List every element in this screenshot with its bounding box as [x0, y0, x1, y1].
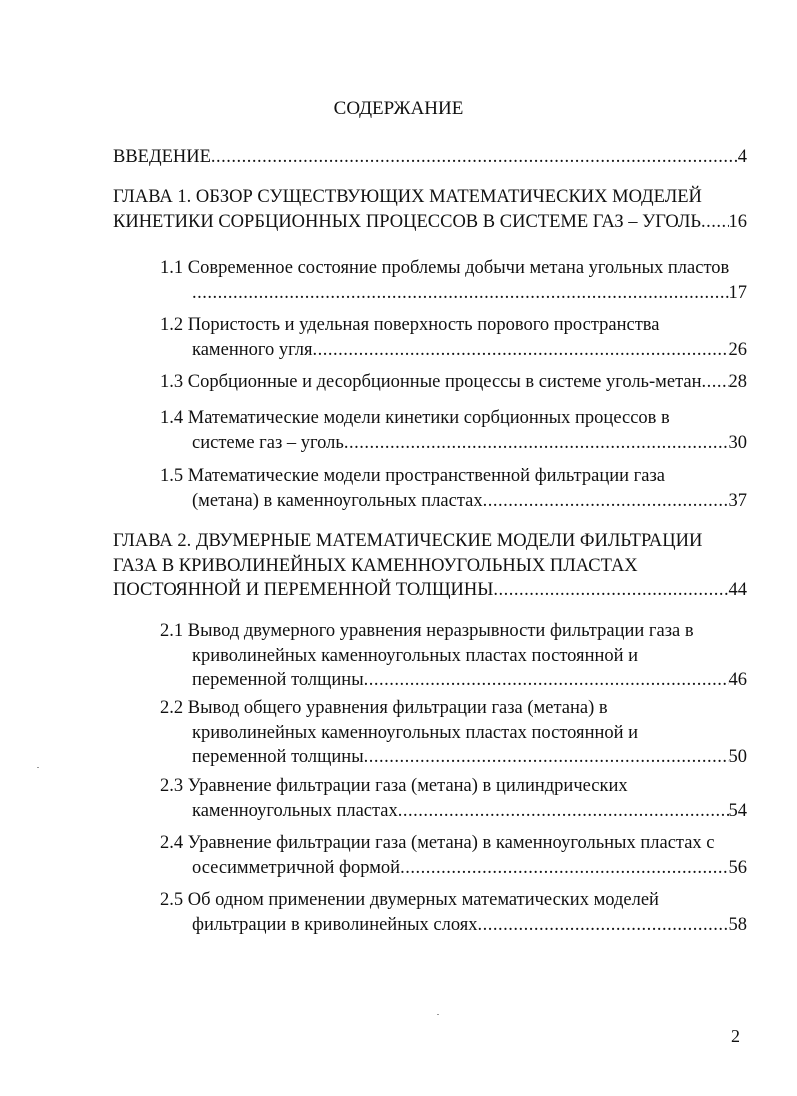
entry-last-line — [160, 799, 747, 824]
entry-page-number: 28 — [728, 372, 747, 392]
entry-title-text: системе газ – уголь — [192, 432, 344, 453]
entry-title-text: 1.3 Сорбционные и десорбционные процессы в системе уголь-метан — [160, 372, 702, 392]
toc-chapter-entry[interactable] — [113, 145, 747, 170]
entry-title-text: осесимметричной формой — [192, 857, 401, 878]
entry-title-text: (метана) в каменноугольных пластах — [192, 490, 483, 511]
toc-section-entry[interactable] — [160, 464, 747, 513]
entry-page-number: 17 — [728, 282, 747, 303]
toc-chapter-entry[interactable] — [113, 529, 747, 603]
entry-title-line: 2.4 Уравнение фильтрации газа (метана) в каменноугольных пластах с — [160, 833, 715, 853]
toc-section-entry[interactable] — [160, 888, 747, 937]
dot-leader — [313, 338, 729, 363]
entry-title-line: 1.1 Современное состояние проблемы добычи метана угольных пластов — [160, 258, 730, 278]
entry-page-number: 56 — [728, 857, 747, 878]
entry-title-line: 1.5 Математические модели пространственной фильтрации газа — [160, 466, 665, 486]
entry-page-number: 37 — [728, 490, 747, 511]
entry-page-number: 54 — [728, 800, 747, 821]
toc-section-entry[interactable] — [160, 774, 747, 823]
toc-section-entry[interactable] — [160, 370, 747, 395]
dot-leader — [478, 913, 729, 938]
entry-title-text: переменной толщины — [192, 747, 364, 767]
entry-last-line — [113, 578, 747, 603]
entry-page-number: 44 — [728, 580, 747, 600]
entry-title-line: ГЛАВА 2. ДВУМЕРНЫЕ МАТЕМАТИЧЕСКИЕ МОДЕЛИ ФИЛЬТРАЦИИ — [113, 531, 703, 551]
entry-last-line — [160, 431, 747, 456]
dot-leader — [398, 799, 729, 824]
entry-title-line: ГЛАВА 1. ОБЗОР СУЩЕСТВУЮЩИХ МАТЕМАТИЧЕСКИХ МОДЕЛЕЙ — [113, 187, 702, 207]
dot-leader — [701, 210, 728, 235]
dot-leader — [702, 370, 729, 395]
toc-title: СОДЕРЖАНИЕ — [333, 98, 464, 119]
toc-section-entry[interactable] — [160, 831, 747, 880]
entry-last-line — [160, 370, 747, 395]
entry-last-line — [160, 913, 747, 938]
toc-section-entry[interactable] — [160, 619, 747, 693]
scan-speck — [37, 767, 39, 768]
dot-leader — [364, 668, 729, 693]
dot-leader — [483, 489, 729, 514]
toc-section-entry[interactable] — [160, 696, 747, 770]
entry-title-text: ПОСТОЯННОЙ И ПЕРЕМЕННОЙ ТОЛЩИНЫ — [113, 580, 494, 600]
dot-leader — [400, 856, 728, 881]
entry-page-number: 4 — [737, 147, 747, 167]
entry-page-number: 50 — [728, 747, 747, 767]
entry-title-text: переменной толщины — [192, 670, 364, 690]
entry-title-text: каменноугольных пластах — [192, 800, 398, 821]
dot-leader — [344, 431, 729, 456]
dot-leader — [211, 145, 738, 170]
entry-title-line: 2.3 Уравнение фильтрации газа (метана) в цилиндрических — [160, 776, 628, 796]
toc-section-entry[interactable] — [160, 406, 747, 455]
entry-title-line: криволинейных каменноугольных пластах постоянной и — [192, 645, 639, 666]
dot-leader — [192, 281, 729, 306]
entry-last-line — [113, 210, 747, 235]
toc-section-entry[interactable] — [160, 256, 747, 305]
entry-page-number: 16 — [728, 211, 747, 232]
entry-last-line — [160, 668, 747, 693]
entry-title-line: 2.5 Об одном применении двумерных математических моделей — [160, 890, 659, 910]
entry-title-line: 2.1 Вывод двумерного уравнения неразрывности фильтрации газа в — [160, 621, 694, 641]
entry-title-line: 2.2 Вывод общего уравнения фильтрации газа (метана) в — [160, 698, 608, 718]
entry-title-text: фильтрации в криволинейных слоях — [192, 914, 478, 935]
entry-page-number: 46 — [728, 670, 747, 690]
entry-title-line: 1.4 Математические модели кинетики сорбционных процессов в — [160, 408, 670, 428]
entry-title-text: ВВЕДЕНИЕ — [113, 147, 211, 167]
entry-last-line — [160, 281, 747, 306]
entry-title-line: криволинейных каменноугольных пластах постоянной и — [192, 722, 639, 743]
entry-page-number: 58 — [728, 914, 747, 935]
entry-title-text: каменного угля — [192, 339, 313, 360]
entry-title-line: 1.2 Пористость и удельная поверхность порового пространства — [160, 315, 660, 335]
entry-last-line — [113, 145, 747, 170]
entry-last-line — [160, 856, 747, 881]
entry-last-line — [160, 338, 747, 363]
toc-section-entry[interactable] — [160, 313, 747, 362]
entry-title-line: ГАЗА В КРИВОЛИНЕЙНЫХ КАМЕННОУГОЛЬНЫХ ПЛАСТАХ — [113, 555, 638, 576]
entry-last-line — [160, 745, 747, 770]
dot-leader — [364, 745, 729, 770]
dot-leader — [493, 578, 728, 603]
toc-chapter-entry[interactable] — [113, 185, 747, 234]
entry-last-line — [160, 489, 747, 514]
entry-page-number: 26 — [728, 339, 747, 360]
scan-speck — [437, 1014, 439, 1015]
page-number: 2 — [731, 1026, 740, 1046]
entry-page-number: 30 — [728, 432, 747, 453]
entry-title-text: КИНЕТИКИ СОРБЦИОННЫХ ПРОЦЕССОВ В СИСТЕМЕ ГАЗ – УГОЛЬ — [113, 211, 702, 232]
